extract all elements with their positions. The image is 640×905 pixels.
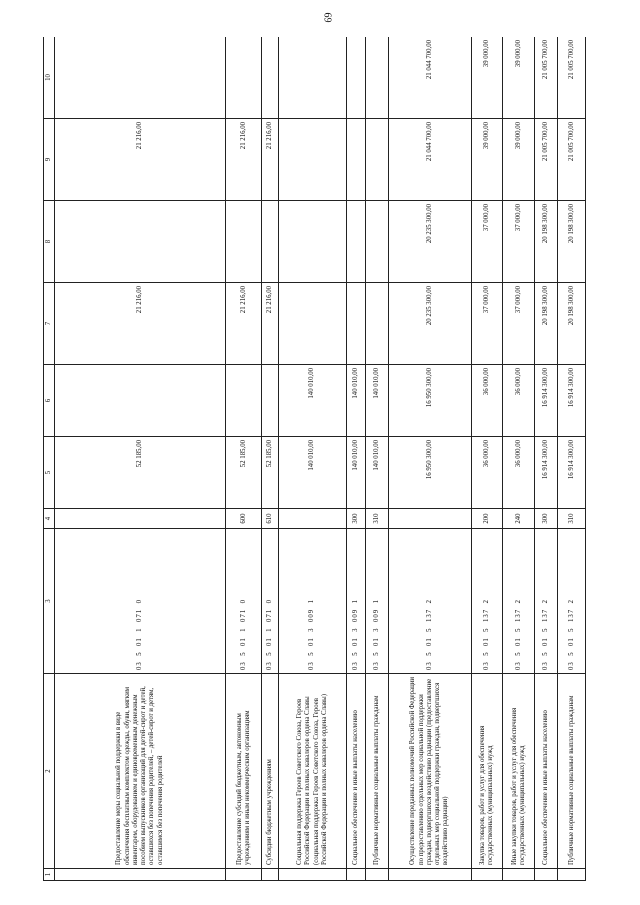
cell-sum-7: 20 198 300,00 bbox=[535, 283, 558, 365]
cell-name: Осуществление переданных полномочий Российской Федерации по предоставлению отдельных мер социальной поддержки граждан, подвергшихся воздействию радиации (предоставление отдельных мер социальной поддержки граждан, подвергшихся воздействию радиации) bbox=[389, 674, 472, 869]
cell-code: 03 5 01 5 137 2 bbox=[535, 529, 558, 674]
cell-name: Социальное обеспечение и иные выплаты населению bbox=[535, 674, 558, 869]
cell-col1 bbox=[226, 869, 262, 881]
cell-sum-9: 21 005 700,00 bbox=[558, 119, 586, 201]
cell-sum-5: 140 010,00 bbox=[365, 437, 388, 509]
column-header: 4 bbox=[44, 509, 55, 529]
cell-sum-8: 37 000,00 bbox=[471, 201, 503, 283]
rotated-page bbox=[43, 37, 586, 881]
cell-col1 bbox=[558, 869, 586, 881]
cell-sum-5: 36 000,00 bbox=[471, 437, 503, 509]
cell-sum-7: 21 216,00 bbox=[55, 283, 226, 365]
cell-sum-6 bbox=[226, 365, 262, 437]
cell-sum-6: 16 950 300,00 bbox=[389, 365, 472, 437]
cell-code: 03 5 01 1 071 0 bbox=[55, 529, 226, 674]
cell-sum-8: 20 198 300,00 bbox=[535, 201, 558, 283]
table-row bbox=[471, 37, 503, 881]
cell-vid: 300 bbox=[535, 509, 558, 529]
cell-sum-9 bbox=[346, 119, 365, 201]
cell-vid: 300 bbox=[346, 509, 365, 529]
cell-name: Публичные нормативные социальные выплаты гражданам bbox=[365, 674, 388, 869]
cell-sum-7: 20 235 300,00 bbox=[389, 283, 472, 365]
cell-sum-5: 52 185,00 bbox=[55, 437, 226, 509]
cell-name: Субсидии бюджетным учреждениям bbox=[262, 674, 279, 869]
cell-name: Закупка товаров, работ и услуг для обеспечения государственных (муниципальных) нужд bbox=[471, 674, 503, 869]
cell-sum-10: 39 000,00 bbox=[471, 37, 503, 119]
cell-sum-7: 21 216,00 bbox=[226, 283, 262, 365]
cell-sum-7: 37 000,00 bbox=[471, 283, 503, 365]
cell-sum-5: 36 000,00 bbox=[503, 437, 535, 509]
cell-sum-6: 140 010,00 bbox=[346, 365, 365, 437]
cell-vid: 240 bbox=[503, 509, 535, 529]
cell-sum-7: 20 198 300,00 bbox=[558, 283, 586, 365]
table-row bbox=[365, 37, 388, 881]
cell-sum-10: 21 005 700,00 bbox=[535, 37, 558, 119]
cell-sum-10 bbox=[55, 37, 226, 119]
cell-code: 03 5 01 5 137 2 bbox=[503, 529, 535, 674]
cell-sum-10: 21 044 700,00 bbox=[389, 37, 472, 119]
cell-name: Предоставление меры социальной поддержки в виде обеспечения бесплатным комплектом одежды, обуви, мягким инвентарем, оборудованием и единовременным денежным пособием выпускников организаций для детей-сирот и детей, оставшихся без попечения родителей, – детей-сирот и детям, оставшимся без попечения родителей bbox=[55, 674, 226, 869]
table-row bbox=[226, 37, 262, 881]
cell-sum-6: 36 000,00 bbox=[503, 365, 535, 437]
cell-sum-9 bbox=[365, 119, 388, 201]
cell-sum-5: 52 185,00 bbox=[226, 437, 262, 509]
table-row bbox=[535, 37, 558, 881]
cell-code: 03 5 01 3 009 1 bbox=[365, 529, 388, 674]
cell-code: 03 5 01 3 009 1 bbox=[279, 529, 347, 674]
cell-sum-6 bbox=[262, 365, 279, 437]
table-row bbox=[262, 37, 279, 881]
table-row bbox=[279, 37, 347, 881]
budget-table bbox=[43, 37, 586, 881]
column-header: 2 bbox=[44, 674, 55, 869]
cell-sum-8 bbox=[279, 201, 347, 283]
cell-sum-6: 36 000,00 bbox=[471, 365, 503, 437]
cell-sum-8: 20 198 300,00 bbox=[558, 201, 586, 283]
cell-code: 03 5 01 1 071 0 bbox=[226, 529, 262, 674]
table-row bbox=[389, 37, 472, 881]
table-row bbox=[503, 37, 535, 881]
cell-vid: 610 bbox=[262, 509, 279, 529]
cell-sum-9: 21 005 700,00 bbox=[535, 119, 558, 201]
cell-sum-9: 21 044 700,00 bbox=[389, 119, 472, 201]
cell-col1 bbox=[346, 869, 365, 881]
cell-sum-10 bbox=[226, 37, 262, 119]
cell-vid bbox=[279, 509, 347, 529]
cell-sum-6: 16 914 300,00 bbox=[558, 365, 586, 437]
cell-sum-5: 16 914 300,00 bbox=[558, 437, 586, 509]
cell-code: 03 5 01 5 137 2 bbox=[471, 529, 503, 674]
cell-sum-9: 21 216,00 bbox=[55, 119, 226, 201]
cell-sum-6: 16 914 300,00 bbox=[535, 365, 558, 437]
column-header: 1 bbox=[44, 869, 55, 881]
cell-col1 bbox=[535, 869, 558, 881]
cell-sum-6: 140 010,00 bbox=[365, 365, 388, 437]
header-row bbox=[44, 37, 55, 881]
cell-sum-10 bbox=[346, 37, 365, 119]
cell-sum-9: 21 216,00 bbox=[226, 119, 262, 201]
cell-sum-8 bbox=[365, 201, 388, 283]
cell-sum-5: 52 185,00 bbox=[262, 437, 279, 509]
cell-col1 bbox=[365, 869, 388, 881]
cell-name: Социальное обеспечение и иные выплаты населению bbox=[346, 674, 365, 869]
cell-sum-8 bbox=[226, 201, 262, 283]
cell-sum-10: 21 005 700,00 bbox=[558, 37, 586, 119]
cell-sum-6 bbox=[55, 365, 226, 437]
cell-sum-8 bbox=[262, 201, 279, 283]
cell-code: 03 5 01 1 071 0 bbox=[262, 529, 279, 674]
cell-sum-5: 16 950 300,00 bbox=[389, 437, 472, 509]
column-header: 6 bbox=[44, 365, 55, 437]
cell-name: Публичные нормативные социальные выплаты гражданам bbox=[558, 674, 586, 869]
page-number: 69 bbox=[321, 12, 333, 23]
cell-sum-9: 39 000,00 bbox=[471, 119, 503, 201]
cell-sum-7 bbox=[365, 283, 388, 365]
cell-sum-5: 140 010,00 bbox=[279, 437, 347, 509]
cell-sum-7 bbox=[346, 283, 365, 365]
cell-sum-9 bbox=[279, 119, 347, 201]
column-header: 7 bbox=[44, 283, 55, 365]
table-row bbox=[55, 37, 226, 881]
cell-col1 bbox=[471, 869, 503, 881]
cell-sum-8: 20 235 300,00 bbox=[389, 201, 472, 283]
cell-vid bbox=[389, 509, 472, 529]
column-header: 8 bbox=[44, 201, 55, 283]
cell-vid: 310 bbox=[365, 509, 388, 529]
cell-sum-6: 140 010,00 bbox=[279, 365, 347, 437]
table-body bbox=[55, 37, 586, 881]
cell-sum-8: 37 000,00 bbox=[503, 201, 535, 283]
column-header: 3 bbox=[44, 529, 55, 674]
cell-sum-5: 140 010,00 bbox=[346, 437, 365, 509]
cell-vid: 200 bbox=[471, 509, 503, 529]
cell-sum-8 bbox=[55, 201, 226, 283]
cell-col1 bbox=[503, 869, 535, 881]
cell-code: 03 5 01 5 137 2 bbox=[558, 529, 586, 674]
cell-sum-10 bbox=[279, 37, 347, 119]
cell-sum-7: 21 216,00 bbox=[262, 283, 279, 365]
column-header: 9 bbox=[44, 119, 55, 201]
cell-name: Предоставление субсидий бюджетным, автономным учреждениям и иным некоммерческим организациям bbox=[226, 674, 262, 869]
cell-vid: 310 bbox=[558, 509, 586, 529]
cell-sum-9: 39 000,00 bbox=[503, 119, 535, 201]
cell-col1 bbox=[279, 869, 347, 881]
cell-sum-5: 16 914 300,00 bbox=[535, 437, 558, 509]
cell-code: 03 5 01 5 137 2 bbox=[389, 529, 472, 674]
cell-col1 bbox=[55, 869, 226, 881]
cell-sum-9: 21 216,00 bbox=[262, 119, 279, 201]
cell-vid: 600 bbox=[226, 509, 262, 529]
cell-sum-7 bbox=[279, 283, 347, 365]
table-row bbox=[346, 37, 365, 881]
cell-code: 03 5 01 3 009 1 bbox=[346, 529, 365, 674]
cell-sum-10 bbox=[262, 37, 279, 119]
cell-col1 bbox=[262, 869, 279, 881]
cell-sum-10: 39 000,00 bbox=[503, 37, 535, 119]
column-header: 10 bbox=[44, 37, 55, 119]
cell-sum-10 bbox=[365, 37, 388, 119]
cell-name: Иные закупки товаров, работ и услуг для обеспечения государственных (муниципальных) нужд bbox=[503, 674, 535, 869]
cell-sum-7: 37 000,00 bbox=[503, 283, 535, 365]
budget-table-area bbox=[43, 37, 586, 881]
cell-vid bbox=[55, 509, 226, 529]
cell-name: Социальная поддержка Героев Советского Союза, Героев Российской Федерации и полных кавалеров ордена Славы (социальная поддержка Героев Советского Союза, Героев Российской Федерации и полных кавалеров ордена Славы) bbox=[279, 674, 347, 869]
table-row bbox=[558, 37, 586, 881]
column-header: 5 bbox=[44, 437, 55, 509]
cell-sum-8 bbox=[346, 201, 365, 283]
cell-col1 bbox=[389, 869, 472, 881]
